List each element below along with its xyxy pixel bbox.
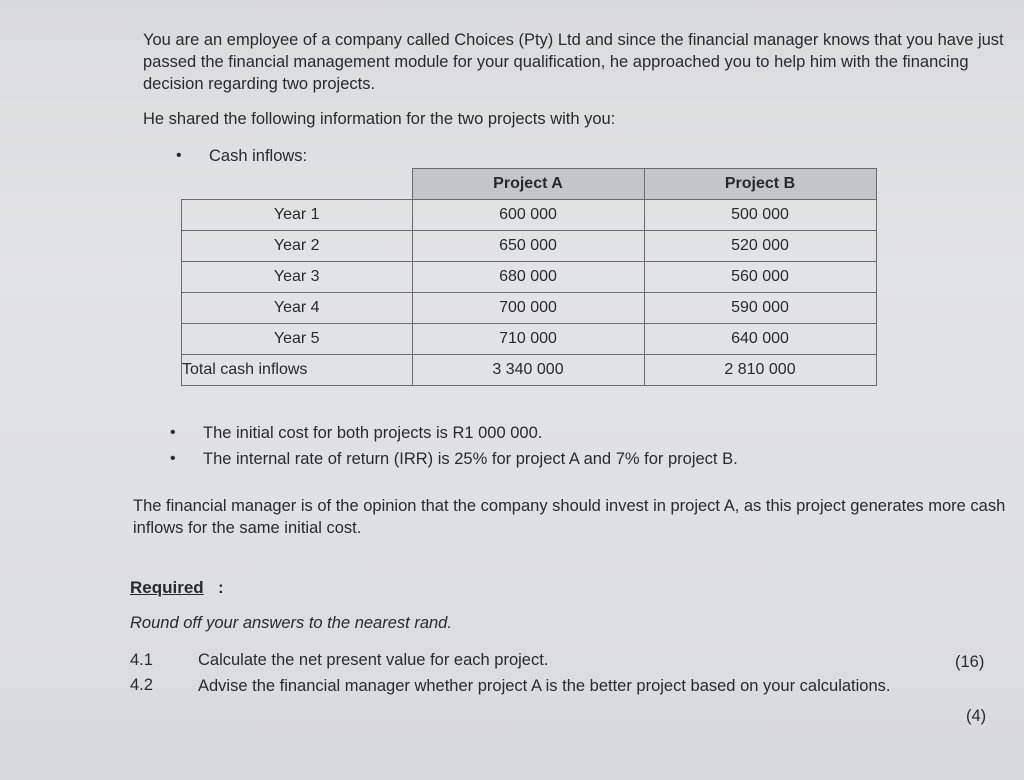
cell-project-b: 590 000 (644, 293, 876, 324)
table-row (182, 324, 877, 355)
question-marks: (16) (955, 653, 985, 671)
bullet-irr: The internal rate of return (IRR) is 25% for project A and 7% for project B. (203, 450, 738, 468)
required-heading: Required (130, 578, 204, 597)
bullet-icon: • (170, 424, 176, 441)
bullet-icon: • (170, 450, 176, 467)
header-project-b: Project B (644, 169, 876, 200)
cell-project-a: 710 000 (412, 324, 644, 355)
cash-inflows-label: Cash inflows: (209, 147, 308, 165)
required-colon: : (218, 578, 224, 597)
question-number: 4.1 (130, 651, 153, 669)
header-project-a: Project A (412, 169, 644, 200)
table-row (182, 262, 877, 293)
row-label: Year 3 (182, 262, 413, 293)
row-label: Year 5 (182, 324, 413, 355)
cell-project-a: 680 000 (412, 262, 644, 293)
bullet-initial-cost: The initial cost for both projects is R1 000 000. (203, 424, 543, 442)
cell-project-a: 600 000 (412, 200, 644, 231)
row-label: Year 4 (182, 293, 413, 324)
intro-paragraph: You are an employee of a company called Choices (Pty) Ltd and since the financial manager knows that you have just passed the financial management module for your qualification, he approached you to help him with the financing decision regarding two projects. (143, 31, 1004, 93)
table-row (182, 231, 877, 262)
table-row (182, 200, 877, 231)
cell-project-b: 500 000 (644, 200, 876, 231)
table-total-row (182, 355, 877, 386)
bullet-icon: • (176, 147, 182, 164)
question-text: Advise the financial manager whether project A is the better project based on your calculations. (198, 677, 891, 695)
table-header-row (182, 169, 877, 200)
cell-project-a: 650 000 (412, 231, 644, 262)
rounding-instruction: Round off your answers to the nearest rand. (130, 614, 452, 632)
question-text: Calculate the net present value for each project. (198, 651, 549, 669)
total-label: Total cash inflows (182, 355, 413, 386)
total-project-a: 3 340 000 (412, 355, 644, 386)
cell-project-b: 560 000 (644, 262, 876, 293)
opinion-paragraph: The financial manager is of the opinion that the company should invest in project A, as this project generates more cash inflows for the same initial cost. (133, 497, 1006, 537)
shared-info-line: He shared the following information for the two projects with you: (143, 110, 616, 128)
question-marks: (4) (966, 707, 987, 725)
question-number: 4.2 (130, 676, 153, 694)
cash-inflows-table (181, 168, 877, 386)
table-row (182, 293, 877, 324)
cell-project-b: 640 000 (644, 324, 876, 355)
row-label: Year 1 (182, 200, 413, 231)
cell-project-b: 520 000 (644, 231, 876, 262)
cell-project-a: 700 000 (412, 293, 644, 324)
row-label: Year 2 (182, 231, 413, 262)
total-project-b: 2 810 000 (644, 355, 876, 386)
table-corner (182, 169, 413, 200)
